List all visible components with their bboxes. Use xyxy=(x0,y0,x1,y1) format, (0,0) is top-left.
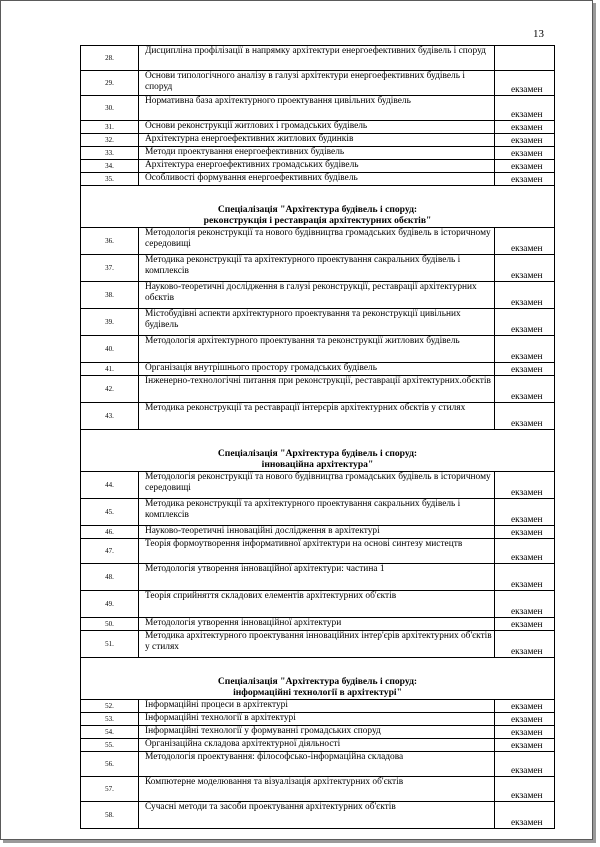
assessment-type: екзамен xyxy=(495,255,555,282)
row-number: 51. xyxy=(81,631,139,658)
course-name: Методологія утворення інноваційної архітектури: частина 1 xyxy=(139,564,495,591)
page-number: 13 xyxy=(533,28,544,40)
assessment-type: екзамен xyxy=(495,228,555,255)
assessment-type: екзамен xyxy=(495,618,555,631)
table-row xyxy=(81,173,555,186)
row-number: 34. xyxy=(81,160,139,173)
row-number: 29. xyxy=(81,71,139,96)
assessment-type: екзамен xyxy=(495,564,555,591)
specialization-header-row xyxy=(81,658,555,700)
specialization-title-line1: Спеціалізація "Архітектура будівель і споруд: xyxy=(217,448,418,459)
row-number: 30. xyxy=(81,96,139,121)
table-row xyxy=(81,564,555,591)
assessment-type: екзамен xyxy=(495,526,555,539)
course-name: Інформаційні технології у формуванні громадських споруд xyxy=(139,726,495,739)
row-number: 31. xyxy=(81,121,139,134)
course-name: Методологія проектування: філософсько-інформаційна складова xyxy=(139,752,495,777)
course-name: Теорія сприйняття складових елементів архітектурних об'єктів xyxy=(139,591,495,618)
assessment-type: екзамен xyxy=(495,591,555,618)
table-row xyxy=(81,160,555,173)
assessment-type: екзамен xyxy=(495,777,555,802)
assessment-type: екзамен xyxy=(495,713,555,726)
table-row xyxy=(81,96,555,121)
course-name: Теорія формоутворення інформативної архітектури на основі синтезу мистецтв xyxy=(139,539,495,564)
row-number: 56. xyxy=(81,752,139,777)
course-name: Методика реконструкції та архітектурного проектування сакральних будівель і комплексів xyxy=(139,499,495,526)
row-number: 41. xyxy=(81,363,139,376)
assessment-type: екзамен xyxy=(495,752,555,777)
assessment-type: екзамен xyxy=(495,499,555,526)
course-name: Методологія архітектурного проектування та реконструкції житлових будівель xyxy=(139,336,495,363)
table-row xyxy=(81,363,555,376)
assessment-type: екзамен xyxy=(495,472,555,499)
table-row xyxy=(81,618,555,631)
row-number: 45. xyxy=(81,499,139,526)
row-number: 40. xyxy=(81,336,139,363)
course-name: Науково-теоретичні інноваційні дослідження в архітектурі xyxy=(139,526,495,539)
table-row xyxy=(81,713,555,726)
course-name: Методологія утворення інноваційної архітектури xyxy=(139,618,495,631)
assessment-type: екзамен xyxy=(495,700,555,713)
specialization-title xyxy=(81,186,555,228)
assessment-type: екзамен xyxy=(495,173,555,186)
assessment-type: екзамен xyxy=(495,336,555,363)
assessment-type: екзамен xyxy=(495,71,555,96)
row-number: 44. xyxy=(81,472,139,499)
assessment-type: екзамен xyxy=(495,376,555,403)
assessment-type: екзамен xyxy=(495,309,555,336)
assessment-type: екзамен xyxy=(495,160,555,173)
specialization-header-row xyxy=(81,186,555,228)
row-number: 38. xyxy=(81,282,139,309)
table-row xyxy=(81,726,555,739)
assessment-type: екзамен xyxy=(495,96,555,121)
course-name: Методологія реконструкції та нового будівництва громадських будівель в історичному середовищі xyxy=(139,228,495,255)
table-row xyxy=(81,802,555,829)
table-row xyxy=(81,700,555,713)
course-name: Інженерно-технологічні питання при реконструкції, реставрації архітектурних.обєктів xyxy=(139,376,495,403)
table-row xyxy=(81,777,555,802)
table-row xyxy=(81,134,555,147)
specialization-title xyxy=(81,430,555,472)
table-row xyxy=(81,403,555,430)
table-row xyxy=(81,631,555,658)
row-number: 32. xyxy=(81,134,139,147)
course-name: Інформаційні технології в архітектурі xyxy=(139,713,495,726)
table-row xyxy=(81,121,555,134)
row-number: 58. xyxy=(81,802,139,829)
assessment-type: екзамен xyxy=(495,134,555,147)
course-name: Методи проектування енергоефективних будівель xyxy=(139,147,495,160)
course-name: Компютерне моделювання та візуалізація архітектурних об'єктів xyxy=(139,777,495,802)
course-name: Методика реконструкції та архітектурного проектування сакральних будівель і комплексів xyxy=(139,255,495,282)
assessment-type: екзамен xyxy=(495,802,555,829)
course-name: Організаційна складова архітектурної діяльності xyxy=(139,739,495,752)
course-name: Інформаційні процеси в архітектурі xyxy=(139,700,495,713)
table-row xyxy=(81,228,555,255)
course-name: Сучасні методи та засоби проектування архітектурних об'єктів xyxy=(139,802,495,829)
table-row xyxy=(81,539,555,564)
row-number: 42. xyxy=(81,376,139,403)
course-name: Особливості формування енергоефективних будівель xyxy=(139,173,495,186)
curriculum-table-body xyxy=(81,46,555,829)
table-row xyxy=(81,46,555,71)
assessment-type: екзамен xyxy=(495,403,555,430)
specialization-title-line2: реконструкція і реставрація архітектурних обєктів" xyxy=(203,214,432,226)
course-name: Нормативна база архітектурного проектування цивільних будівель xyxy=(139,96,495,121)
table-row xyxy=(81,472,555,499)
assessment-type: екзамен xyxy=(495,147,555,160)
table-row xyxy=(81,739,555,752)
row-number: 39. xyxy=(81,309,139,336)
assessment-type: екзамен xyxy=(495,282,555,309)
assessment-type xyxy=(495,46,555,71)
assessment-type: екзамен xyxy=(495,539,555,564)
row-number: 46. xyxy=(81,526,139,539)
course-name: Організація внутрішнього простору громадських будівель xyxy=(139,363,495,376)
course-name: Методика архітектурного проектування інноваційних інтер'єрів архітектурних об'єктів у стилях xyxy=(139,631,495,658)
row-number: 47. xyxy=(81,539,139,564)
row-number: 52. xyxy=(81,700,139,713)
table-row xyxy=(81,499,555,526)
table-row xyxy=(81,309,555,336)
row-number: 49. xyxy=(81,591,139,618)
course-name: Дисципліна профілізації в напрямку архітектури енергоефективних будівель і споруд xyxy=(139,46,495,71)
curriculum-table xyxy=(80,45,555,829)
specialization-title-line2: інноваційна архітектура" xyxy=(261,458,374,470)
specialization-title-line2: інформаційні технології в архітектурі" xyxy=(233,686,402,698)
row-number: 37. xyxy=(81,255,139,282)
specialization-header-row xyxy=(81,430,555,472)
specialization-title xyxy=(81,658,555,700)
row-number: 54. xyxy=(81,726,139,739)
row-number: 55. xyxy=(81,739,139,752)
row-number: 33. xyxy=(81,147,139,160)
row-number: 53. xyxy=(81,713,139,726)
course-name: Основи типологічного аналізу в галузі архітектури енергоефективних будівель і споруд xyxy=(139,71,495,96)
course-name: Містобудівні аспекти архітектурного проектування та реконструкції цивільних будівель xyxy=(139,309,495,336)
table-row xyxy=(81,255,555,282)
assessment-type: екзамен xyxy=(495,739,555,752)
row-number: 57. xyxy=(81,777,139,802)
assessment-type: екзамен xyxy=(495,363,555,376)
course-name: Науково-теоретичні дослідження в галузі реконструкції, реставрації архітектурних обєктів xyxy=(139,282,495,309)
assessment-type: екзамен xyxy=(495,726,555,739)
table-row xyxy=(81,752,555,777)
table-row xyxy=(81,282,555,309)
course-name: Архітектурна енергоефективних житлових будинків xyxy=(139,134,495,147)
row-number: 28. xyxy=(81,46,139,71)
row-number: 36. xyxy=(81,228,139,255)
specialization-title-line1: Спеціалізація "Архітектура будівель і споруд: xyxy=(217,676,418,687)
table-row xyxy=(81,147,555,160)
row-number: 35. xyxy=(81,173,139,186)
table-row xyxy=(81,526,555,539)
assessment-type: екзамен xyxy=(495,121,555,134)
row-number: 48. xyxy=(81,564,139,591)
row-number: 50. xyxy=(81,618,139,631)
course-name: Методологія реконструкції та нового будівництва громадських будівель в історичному середовищі xyxy=(139,472,495,499)
specialization-title-line1: Спеціалізація "Архітектура будівель і споруд: xyxy=(217,204,418,215)
table-row xyxy=(81,336,555,363)
course-name: Архітектура енергоефективних громадських будівель xyxy=(139,160,495,173)
table-row xyxy=(81,71,555,96)
table-row xyxy=(81,376,555,403)
assessment-type: екзамен xyxy=(495,631,555,658)
table-row xyxy=(81,591,555,618)
row-number: 43. xyxy=(81,403,139,430)
course-name: Методика реконструкції та реставрації інтерєрів архітектурних обєктів у стилях xyxy=(139,403,495,430)
course-name: Основи реконструкції житлових і громадських будівель xyxy=(139,121,495,134)
